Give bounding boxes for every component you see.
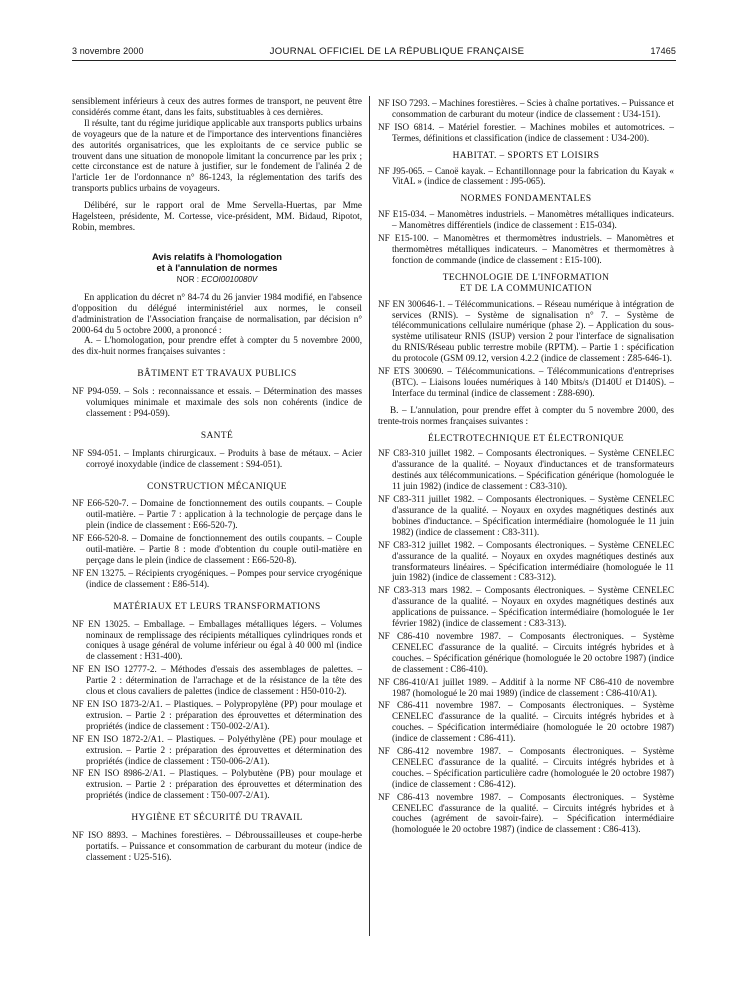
norm-code: NF C83-311 juillet 1982. (378, 494, 475, 505)
section-title: ÉLECTROTECHNIQUE ET ÉLECTRONIQUE (428, 433, 624, 444)
nor-code: ECOI0010080V (201, 274, 258, 284)
norm-entry (72, 568, 362, 590)
norm-entry (378, 494, 674, 538)
norm-code: NF C86-411 novembre 1987. (378, 700, 501, 711)
norm-code: NF E15-034. (378, 209, 427, 220)
norm-description: – Sols : reconnaissance et essais. – Détermination des masses volumiques minimale et maximale des sols non cohérents (indice de classement : P94-059). (86, 386, 362, 418)
norm-code: NF ISO 7293. (378, 98, 430, 108)
decree-paragraph: En application du décret n° 84-74 du 26 janvier 1984 modifié, en l'absence d'opposition du délégué interministériel aux normes, le conseil d'administration de l'Association française de normalisation, par décision n° 2000-64 du 5 octobre 2000, a prononcé : (72, 291, 362, 335)
norm-entry (72, 768, 362, 801)
norm-description: – Canoë kayak. – Echantillonnage pour la fabrication du Kayak « VitAL » (indice de classement : J95-065). (392, 165, 674, 187)
norm-entry (72, 699, 362, 732)
norm-code: NF P94-059. (72, 386, 121, 397)
section-title: NORMES FONDAMENTALES (460, 194, 592, 205)
norm-code: NF EN ISO 1872-2/A1. (72, 733, 164, 744)
norm-code: NF EN ISO 8986-2/A1. (72, 768, 166, 779)
page-header (72, 46, 676, 57)
left-column (72, 96, 362, 863)
norm-code: NF E66-520-7. (72, 498, 129, 509)
norm-code: NF C83-312 juillet 1982. (378, 539, 475, 550)
norm-code: NF C86-410 novembre 1987. (378, 630, 501, 641)
section-title: MATÉRIAUX ET LEURS TRANSFORMATIONS (113, 601, 321, 612)
norm-code: NF E15-100. (378, 233, 429, 244)
avis-heading (72, 251, 362, 273)
norm-entry (378, 233, 674, 266)
norm-entry (72, 619, 362, 663)
norm-entry (378, 540, 674, 584)
intro-paragraph: sensiblement inférieurs à ceux des autres formes de transport, ne peuvent être considérés comme étant, dans les faits, substituables à ces dernières. (72, 96, 362, 117)
norm-description: – Emballage. – Emballages métalliques légers. – Volumes nominaux de remplissage des récipients métalliques cylindriques ronds et coniques à usage général de volume inférieur ou égal à 40 000 ml (indice de classement : H31-400). (86, 618, 362, 662)
norm-description: – Composants électroniques. – Système CENELEC d'assurance de la qualité. – Circuits intégrés hybrides et à couches. – Spécification générique (homologuée le 20 octobre 1987) (indice de classement : C86-410). (392, 630, 675, 674)
header-rule (72, 60, 676, 61)
right-top-entries (378, 98, 674, 144)
norm-code: NF C83-310 juillet 1982. (378, 448, 475, 459)
norm-code: NF C86-412 novembre 1987. (378, 746, 501, 757)
norm-code: NF J95-065. (378, 165, 425, 176)
intro-paragraph: Il résulte, tant du régime juridique applicable aux transports publics urbains de voyageurs que de la nature et de l'importance des interventions financières des autorités organisatrices, que les exploitants de ce service public se trouvent dans une situation de monopole limitant la concurrence par les prix ; cette circonstance est de nature à justifier, sur le fondement de l'alinéa 2 de l'article 1er de l'ordonnance n° 86-1243, la réglementation des tarifs des transports publics urbains de voyageurs. (72, 117, 362, 194)
norm-description: – Composants électroniques. – Système CENELEC d'assurance de la qualité. – Noyaux en oxydes magnétiques destinés aux applications de puissance. – Spécification intermédiaire (homologuée le 1er février 1982) (indice de classement : C83-313). (392, 585, 675, 629)
norm-entry (72, 498, 362, 531)
avis-title-line: et à l'annulation de normes (156, 261, 278, 273)
norm-description: – Composants électroniques. – Système CENELEC d'assurance de la qualité. – Circuits intégrés hybrides et à couches (agrément de savoir-faire). – Spécification intermédiaire (homologuée le 20 octobre 1987) (indice de classement : C86-413). (392, 791, 675, 835)
norm-entry (378, 209, 674, 231)
left-sections (72, 369, 362, 863)
norm-entry (72, 664, 362, 697)
norm-entry (378, 299, 674, 364)
section-title: HABITAT. – SPORTS ET LOISIRS (452, 150, 600, 161)
norm-description: – Plastiques. – Polyéthylène (PE) pour moulage et extrusion. – Partie 2 : préparation des éprouvettes et détermination des propriétés (indice de classement : T50-006-2/A1). (86, 733, 363, 766)
norm-entry (72, 734, 362, 767)
norm-description: – Télécommunications. – Télécommunications d'entreprises (BTC). – Liaisons louées numériques à 140 Mbits/s (D140U et D140S). – Interface du terminal (indice de classement : Z88-690). (392, 366, 675, 398)
norm-description: – Composants électroniques. – Système CENELEC d'assurance de la qualité. – Circuits intégrés hybrides et à couches. – Spécification intermédiaire (homologuée le 20 octobre 1987) (indice de classement : C86-411). (392, 700, 674, 744)
avis-title-line: Avis relatifs à l'homologation (151, 250, 283, 262)
norm-code: NF C86-410/A1 juillet 1989. (378, 676, 489, 687)
nor-label: NOR : (176, 274, 199, 284)
norm-entry (378, 366, 674, 399)
norm-description: – Manomètres et thermomètres industriels. – Manomètres et thermomètres métalliques indicateurs. – Manomètres et thermomètres à fonction de commande (indice de classement : E15-100). (392, 233, 675, 265)
norm-entry (378, 792, 674, 836)
norm-code: NF EN 13025. (72, 618, 131, 629)
norm-code: NF ETS 300690. (378, 366, 444, 377)
norm-description: – Plastiques. – Polypropylène (PP) pour moulage et extrusion. – Partie 2 : préparation des éprouvettes et détermination des propriétés (indice de classement : T50-002-2/A1). (86, 698, 363, 731)
norm-code: NF EN 300646-1. (378, 298, 446, 309)
norm-description: – Composants électroniques. – Système CENELEC d'assurance de la qualité. – Circuits intégrés hybrides et à couches. – Spécification particulière cadre (homologuée le 20 octobre 1987) (indice de classement : C86-412). (392, 746, 675, 789)
norm-entry (378, 746, 674, 790)
norm-code: NF EN ISO 12777-2. (72, 664, 157, 675)
norm-entry (378, 700, 674, 744)
norm-entry (378, 166, 674, 188)
norm-code: NF ISO 8893. (72, 830, 128, 841)
norm-description: – Télécommunications. – Réseau numérique à intégration de services (RNIS). – Système de signalisation n° 7. – Système de télécommunications cellulaire numérique (phase 2). – Application du sous-système utilisateur RNIS (ISUP) version 2 pour l'interface de signalisation du RNIS/Réseau public terrestre mobile (RPTM). – Partie 1 : spécification du protocole (GSM 09.12, version 4.2.2 (indice de classement : Z85-646-1). (392, 298, 674, 364)
header-title: JOURNAL OFFICIEL DE LA RÉPUBLIQUE FRANÇAISE (269, 46, 525, 57)
norm-code: NF E66-520-8. (72, 533, 129, 544)
norm-description: – Méthodes d'essais des assemblages de palettes. – Partie 2 : détermination de l'arrachage et de la résistance de la tête des clous et clous cavaliers de palettes (indice de classement : H50-010-2). (86, 664, 363, 697)
norm-description: – Implants chirurgicaux. – Produits à base de métaux. – Acier corroyé inoxydable (indice de classement : S94-051). (86, 447, 363, 469)
norm-code: NF S94-051. (72, 447, 121, 458)
norm-description: – Composants électroniques. – Système CENELEC d'assurance de la qualité. – Noyaux en oxydes magnétiques destinés aux bobines d'inductance. – Spécification intermédiaire (homologuée le 11 juin 1982) (indice de classement : C83-311). (392, 494, 675, 537)
norm-description: – Matériel forestier. – Machines mobiles et automotrices. – Termes, définitions et classification (indice de classement : U34-200). (392, 121, 675, 143)
norm-description: – Manomètres industriels. – Manomètres métalliques indicateurs. – Manomètres différentiels (indice de classement : E15-034). (392, 209, 674, 231)
norm-entry (378, 122, 674, 144)
part-a-paragraph: A. – L'homologation, pour prendre effet à compter du 5 novembre 2000, des dix-huit normes françaises suivantes : (72, 335, 362, 357)
electro-entries (378, 448, 674, 835)
norm-entry (378, 585, 674, 629)
section-title: CONSTRUCTION MÉCANIQUE (147, 481, 287, 492)
section-title: BÂTIMENT ET TRAVAUX PUBLICS (137, 369, 297, 380)
norm-entry (378, 677, 674, 699)
norm-code: NF EN ISO 1873-2/A1. (72, 698, 163, 709)
norm-description: – Plastiques. – Polybutène (PB) pour moulage et extrusion. – Partie 2 : préparation des éprouvettes et détermination des propriétés (indice de classement : T50-007-2/A1). (86, 768, 362, 801)
norm-description: – Composants électroniques. – Système CENELEC d'assurance de la qualité. – Noyaux en oxydes magnétiques destinés aux transformateurs linéaires. – Spécification intermédiaire (homologuée le 11 juin 1982) (indice de classement : C83-312). (392, 539, 674, 583)
norm-description: – Récipients cryogéniques. – Pompes pour service cryogénique (indice de classement : E86-514). (86, 567, 363, 589)
right-column (378, 96, 674, 835)
norm-code: NF ISO 6814. (378, 121, 435, 132)
norm-code: NF C83-313 mars 1982. (378, 585, 473, 596)
norm-code: NF EN 13275. (72, 567, 127, 578)
norm-description: – Composants électroniques. – Système CENELEC d'assurance de la qualité. – Noyaux d'inductances et de transformateurs destinés aux télécommunications. – Spécification générique (homologuée le 11 juin 1982) (indice de classement : C83-310). (392, 448, 674, 492)
norm-description: – Machines forestières. – Scies à chaîne portatives. – Puissance et consommation de carburant du moteur (indice de classement : U34-151). (392, 98, 674, 119)
norm-description: – Domaine de fonctionnement des outils coupants. – Couple outil-matière. – Partie 7 : application à la technologie de perçage dans le plein (indice de classement : E66-520-7). (86, 498, 363, 531)
header-page-number: 17465 (650, 46, 676, 56)
nor-reference (72, 275, 362, 286)
norm-entry (72, 448, 362, 470)
norm-description: – Additif à la norme NF C86-410 de novembre 1987 (homologué le 20 mai 1989) (indice de classement : C86-410/A1). (392, 676, 674, 698)
norm-entry (378, 448, 674, 492)
norm-description: – Domaine de fonctionnement des outils coupants. – Couple outil-matière. – Partie 8 : mode d'obtention du couple outil-matière en perçage dans le plein (indice de classement : E66-520-8). (86, 533, 363, 565)
column-divider (369, 96, 370, 936)
right-sections (378, 151, 674, 399)
part-b-paragraph: B. – L'annulation, pour prendre effet à compter du 5 novembre 2000, des trente-trois normes françaises suivantes : (378, 404, 674, 426)
norm-entry (378, 631, 674, 675)
header-date: 3 novembre 2000 (72, 46, 144, 56)
section-title: TECHNOLOGIE DE L'INFORMATION ET DE LA COMMUNICATION (442, 272, 610, 294)
norm-description: – Machines forestières. – Débroussailleuses et coupe-herbe portatifs. – Puissance et consommation de carburant du moteur (indice de classement : U25-516). (86, 830, 362, 862)
intro-paragraph: Délibéré, sur le rapport oral de Mme Servella-Huertas, par Mme Hagelsteen, présidente, M. Cortesse, vice-président, MM. Bidaud, Ripotot, Robin, membres. (72, 200, 362, 232)
section-title: HYGIÈNE ET SÉCURITÉ DU TRAVAIL (131, 813, 303, 824)
norm-entry (72, 830, 362, 863)
norm-entry (378, 98, 674, 120)
norm-entry (72, 533, 362, 566)
norm-entry (72, 386, 362, 419)
section-title: SANTÉ (200, 430, 234, 441)
norm-code: NF C86-413 novembre 1987. (378, 791, 501, 802)
